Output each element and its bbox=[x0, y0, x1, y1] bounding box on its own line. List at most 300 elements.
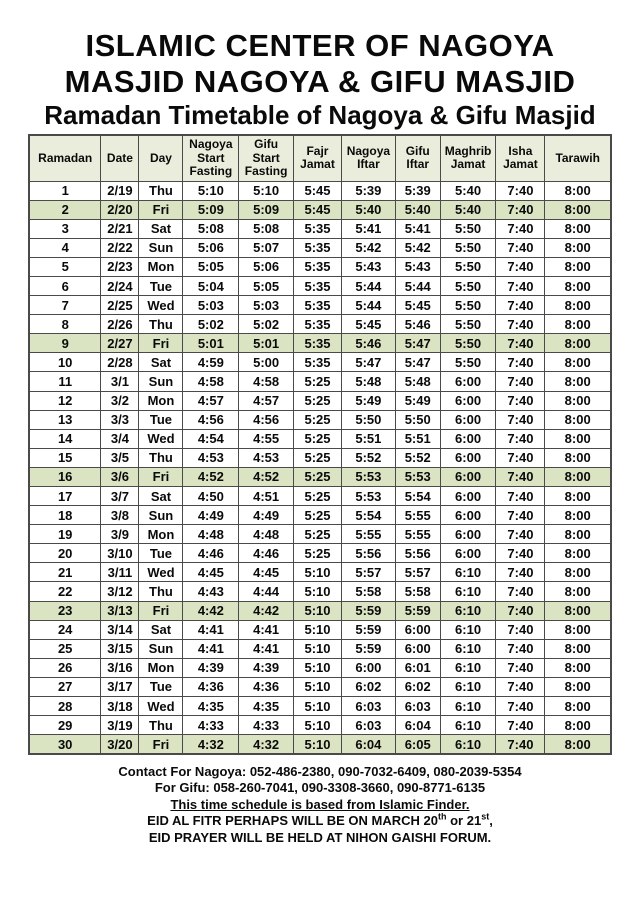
table-cell: 4:58 bbox=[183, 372, 239, 391]
table-cell: 4:36 bbox=[183, 677, 239, 696]
table-cell: 4:41 bbox=[183, 620, 239, 639]
table-cell: 3/12 bbox=[101, 582, 139, 601]
table-cell: 8:00 bbox=[545, 467, 611, 486]
table-cell: 5:59 bbox=[341, 601, 395, 620]
table-cell: 5:59 bbox=[341, 639, 395, 658]
table-cell: 7:40 bbox=[496, 296, 545, 315]
column-header: Fajr Jamat bbox=[293, 135, 341, 181]
table-cell: 14 bbox=[29, 429, 101, 448]
table-row bbox=[29, 544, 611, 563]
table-cell: 5:10 bbox=[293, 677, 341, 696]
table-cell: 6 bbox=[29, 276, 101, 295]
table-cell: 5:01 bbox=[183, 334, 239, 353]
table-cell: 2/25 bbox=[101, 296, 139, 315]
table-cell: 2/21 bbox=[101, 219, 139, 238]
table-cell: 4:52 bbox=[239, 467, 294, 486]
header-row bbox=[29, 135, 611, 181]
table-cell: Fri bbox=[139, 601, 183, 620]
table-cell: 5:10 bbox=[293, 658, 341, 677]
table-cell: 6:10 bbox=[440, 620, 496, 639]
table-row bbox=[29, 735, 611, 754]
table-cell: 5:25 bbox=[293, 467, 341, 486]
table-row bbox=[29, 353, 611, 372]
table-cell: 5:41 bbox=[341, 219, 395, 238]
table-cell: 4:41 bbox=[183, 639, 239, 658]
table-cell: 5:51 bbox=[341, 429, 395, 448]
table-cell: Wed bbox=[139, 563, 183, 582]
table-cell: 5:25 bbox=[293, 448, 341, 467]
table-cell: 5:07 bbox=[239, 238, 294, 257]
table-cell: Thu bbox=[139, 315, 183, 334]
table-cell: 8:00 bbox=[545, 506, 611, 525]
table-cell: 4:49 bbox=[183, 506, 239, 525]
table-cell: 2/24 bbox=[101, 276, 139, 295]
table-cell: 6:02 bbox=[341, 677, 395, 696]
table-cell: 2/26 bbox=[101, 315, 139, 334]
table-cell: 3/20 bbox=[101, 735, 139, 754]
table-cell: 5:09 bbox=[239, 200, 294, 219]
table-row bbox=[29, 219, 611, 238]
table-cell: Sun bbox=[139, 639, 183, 658]
table-cell: 4:39 bbox=[239, 658, 294, 677]
table-cell: 7:40 bbox=[496, 601, 545, 620]
table-cell: 2/20 bbox=[101, 200, 139, 219]
table-cell: 7:40 bbox=[496, 563, 545, 582]
table-cell: 5:02 bbox=[239, 315, 294, 334]
table-cell: 4:49 bbox=[239, 506, 294, 525]
table-cell: 3/19 bbox=[101, 716, 139, 735]
table-cell: 5:08 bbox=[239, 219, 294, 238]
table-cell: 8:00 bbox=[545, 716, 611, 735]
table-cell: 5:45 bbox=[293, 181, 341, 200]
table-cell: 15 bbox=[29, 448, 101, 467]
table-cell: 8:00 bbox=[545, 487, 611, 506]
table-cell: 5:57 bbox=[341, 563, 395, 582]
eid-date-sup-st: st bbox=[481, 811, 490, 822]
table-cell: Tue bbox=[139, 677, 183, 696]
eid-date-suffix: , bbox=[489, 813, 493, 829]
table-cell: 5:55 bbox=[395, 506, 440, 525]
table-cell: 4:32 bbox=[239, 735, 294, 754]
table-cell: 5:45 bbox=[395, 296, 440, 315]
table-cell: 5:45 bbox=[293, 200, 341, 219]
table-cell: 26 bbox=[29, 658, 101, 677]
column-header: Isha Jamat bbox=[496, 135, 545, 181]
table-cell: 4:36 bbox=[239, 677, 294, 696]
table-cell: 23 bbox=[29, 601, 101, 620]
table-row bbox=[29, 410, 611, 429]
table-cell: 4:45 bbox=[183, 563, 239, 582]
table-cell: 4:52 bbox=[183, 467, 239, 486]
table-cell: 4:53 bbox=[239, 448, 294, 467]
table-row bbox=[29, 620, 611, 639]
table-cell: Sat bbox=[139, 487, 183, 506]
table-cell: 5:35 bbox=[293, 219, 341, 238]
contact-nagoya-line: Contact For Nagoya: 052-486-2380, 090-7032-6409, 080-2039-5354 bbox=[118, 763, 522, 779]
table-cell: 5:03 bbox=[183, 296, 239, 315]
table-cell: Fri bbox=[139, 735, 183, 754]
table-cell: 5:53 bbox=[395, 467, 440, 486]
table-cell: Mon bbox=[139, 658, 183, 677]
table-cell: 16 bbox=[29, 467, 101, 486]
table-cell: 6:10 bbox=[440, 601, 496, 620]
table-cell: 8:00 bbox=[545, 582, 611, 601]
table-cell: 5:10 bbox=[293, 735, 341, 754]
table-cell: 6:01 bbox=[395, 658, 440, 677]
table-cell: Sun bbox=[139, 506, 183, 525]
table-cell: 6:10 bbox=[440, 697, 496, 716]
table-cell: 8:00 bbox=[545, 448, 611, 467]
table-cell: Sat bbox=[139, 219, 183, 238]
table-cell: 5:50 bbox=[341, 410, 395, 429]
table-cell: 5:52 bbox=[395, 448, 440, 467]
table-cell: 20 bbox=[29, 544, 101, 563]
table-cell: 4:44 bbox=[239, 582, 294, 601]
source-note-text: This time schedule is based from Islamic Finder. bbox=[170, 796, 470, 812]
table-cell: 7:40 bbox=[496, 448, 545, 467]
table-cell: 8:00 bbox=[545, 544, 611, 563]
table-cell: 5:52 bbox=[341, 448, 395, 467]
table-cell: 5:35 bbox=[293, 257, 341, 276]
table-cell: 5:46 bbox=[341, 334, 395, 353]
table-cell: 27 bbox=[29, 677, 101, 696]
table-cell: Wed bbox=[139, 296, 183, 315]
table-cell: 7:40 bbox=[496, 276, 545, 295]
table-row bbox=[29, 429, 611, 448]
table-cell: 7:40 bbox=[496, 697, 545, 716]
table-cell: 5:54 bbox=[341, 506, 395, 525]
table-row bbox=[29, 181, 611, 200]
table-cell: 5:48 bbox=[341, 372, 395, 391]
table-cell: 9 bbox=[29, 334, 101, 353]
table-cell: 5:10 bbox=[293, 563, 341, 582]
table-cell: 4:56 bbox=[183, 410, 239, 429]
table-cell: 4:33 bbox=[183, 716, 239, 735]
table-cell: Sat bbox=[139, 620, 183, 639]
table-cell: 2/28 bbox=[101, 353, 139, 372]
table-row bbox=[29, 315, 611, 334]
table-cell: 7 bbox=[29, 296, 101, 315]
table-cell: 6:10 bbox=[440, 658, 496, 677]
table-row bbox=[29, 467, 611, 486]
table-cell: 4:35 bbox=[183, 697, 239, 716]
table-cell: 3/13 bbox=[101, 601, 139, 620]
table-cell: 21 bbox=[29, 563, 101, 582]
table-cell: 5:55 bbox=[341, 525, 395, 544]
table-cell: 5:46 bbox=[395, 315, 440, 334]
column-header: Date bbox=[101, 135, 139, 181]
table-cell: 3/9 bbox=[101, 525, 139, 544]
table-cell: 4:48 bbox=[183, 525, 239, 544]
table-cell: 5:25 bbox=[293, 544, 341, 563]
column-header: Ramadan bbox=[29, 135, 101, 181]
table-cell: 6:10 bbox=[440, 677, 496, 696]
table-cell: 5:01 bbox=[239, 334, 294, 353]
timetable-body bbox=[29, 181, 611, 754]
table-cell: 7:40 bbox=[496, 639, 545, 658]
table-cell: 8:00 bbox=[545, 620, 611, 639]
table-cell: 8:00 bbox=[545, 372, 611, 391]
table-cell: 7:40 bbox=[496, 219, 545, 238]
table-cell: 5:06 bbox=[183, 238, 239, 257]
table-cell: 3/17 bbox=[101, 677, 139, 696]
table-cell: 4:32 bbox=[183, 735, 239, 754]
column-header: Maghrib Jamat bbox=[440, 135, 496, 181]
table-cell: 5:40 bbox=[395, 200, 440, 219]
table-cell: 2/27 bbox=[101, 334, 139, 353]
table-cell: 6:00 bbox=[440, 467, 496, 486]
table-cell: 5:50 bbox=[440, 238, 496, 257]
table-cell: 7:40 bbox=[496, 257, 545, 276]
table-cell: 5:54 bbox=[395, 487, 440, 506]
table-row bbox=[29, 200, 611, 219]
table-cell: Thu bbox=[139, 582, 183, 601]
table-cell: 5:59 bbox=[395, 601, 440, 620]
table-cell: 8:00 bbox=[545, 601, 611, 620]
table-cell: 7:40 bbox=[496, 582, 545, 601]
table-row bbox=[29, 372, 611, 391]
table-cell: 5:10 bbox=[183, 181, 239, 200]
table-cell: 6:00 bbox=[395, 639, 440, 658]
table-cell: 8:00 bbox=[545, 276, 611, 295]
table-cell: 4:35 bbox=[239, 697, 294, 716]
table-cell: 5:40 bbox=[440, 200, 496, 219]
table-cell: 5:50 bbox=[440, 296, 496, 315]
table-cell: 5:25 bbox=[293, 410, 341, 429]
table-cell: 6:10 bbox=[440, 563, 496, 582]
table-cell: 8:00 bbox=[545, 697, 611, 716]
timetable-subtitle: Ramadan Timetable of Nagoya & Gifu Masjid bbox=[44, 100, 596, 130]
table-cell: 10 bbox=[29, 353, 101, 372]
table-cell: 7:40 bbox=[496, 334, 545, 353]
column-header: Nagoya Start Fasting bbox=[183, 135, 239, 181]
table-cell: 5:57 bbox=[395, 563, 440, 582]
table-cell: 6:00 bbox=[395, 620, 440, 639]
table-cell: 3/2 bbox=[101, 391, 139, 410]
table-cell: 8:00 bbox=[545, 525, 611, 544]
table-cell: 3/15 bbox=[101, 639, 139, 658]
table-cell: 5:35 bbox=[293, 315, 341, 334]
table-cell: 5:47 bbox=[341, 353, 395, 372]
table-cell: 5:41 bbox=[395, 219, 440, 238]
table-cell: 4:57 bbox=[239, 391, 294, 410]
table-cell: Wed bbox=[139, 429, 183, 448]
table-cell: 6:00 bbox=[440, 525, 496, 544]
table-cell: 5:05 bbox=[183, 257, 239, 276]
table-cell: 5:53 bbox=[341, 487, 395, 506]
table-cell: 4:42 bbox=[183, 601, 239, 620]
table-row bbox=[29, 716, 611, 735]
table-row bbox=[29, 257, 611, 276]
table-cell: 6:04 bbox=[341, 735, 395, 754]
table-cell: 5:10 bbox=[293, 716, 341, 735]
table-row bbox=[29, 296, 611, 315]
table-cell: 3/5 bbox=[101, 448, 139, 467]
eid-date-note-line bbox=[0, 813, 640, 830]
table-cell: 6:00 bbox=[440, 448, 496, 467]
table-cell: 6:03 bbox=[341, 716, 395, 735]
table-cell: 7:40 bbox=[496, 677, 545, 696]
table-cell: 8:00 bbox=[545, 200, 611, 219]
table-cell: 8:00 bbox=[545, 735, 611, 754]
table-cell: 2/22 bbox=[101, 238, 139, 257]
table-cell: Tue bbox=[139, 276, 183, 295]
table-cell: 5:35 bbox=[293, 296, 341, 315]
table-cell: 5:48 bbox=[395, 372, 440, 391]
table-row bbox=[29, 582, 611, 601]
table-row bbox=[29, 639, 611, 658]
table-row bbox=[29, 448, 611, 467]
table-cell: 6:10 bbox=[440, 735, 496, 754]
table-cell: 8:00 bbox=[545, 677, 611, 696]
table-cell: 4:55 bbox=[239, 429, 294, 448]
table-cell: 8:00 bbox=[545, 219, 611, 238]
table-cell: 7:40 bbox=[496, 315, 545, 334]
eid-date-prefix: EID AL FITR PERHAPS WILL BE ON MARCH 20 bbox=[147, 813, 438, 829]
column-header: Tarawih bbox=[545, 135, 611, 181]
table-cell: 7:40 bbox=[496, 391, 545, 410]
table-cell: 3/18 bbox=[101, 697, 139, 716]
table-cell: 5:44 bbox=[341, 296, 395, 315]
column-header: Gifu Start Fasting bbox=[239, 135, 294, 181]
table-cell: 5:25 bbox=[293, 429, 341, 448]
table-cell: 4:53 bbox=[183, 448, 239, 467]
table-cell: 2/23 bbox=[101, 257, 139, 276]
table-cell: 6:00 bbox=[440, 429, 496, 448]
table-cell: 5:59 bbox=[341, 620, 395, 639]
table-cell: 7:40 bbox=[496, 735, 545, 754]
table-cell: 3/6 bbox=[101, 467, 139, 486]
table-cell: 6:05 bbox=[395, 735, 440, 754]
table-cell: 3/4 bbox=[101, 429, 139, 448]
table-cell: 4:46 bbox=[183, 544, 239, 563]
table-cell: 5:56 bbox=[341, 544, 395, 563]
column-header: Gifu Iftar bbox=[395, 135, 440, 181]
table-cell: 5:44 bbox=[341, 276, 395, 295]
table-cell: 6:00 bbox=[440, 544, 496, 563]
table-cell: 5:10 bbox=[293, 639, 341, 658]
table-cell: Sun bbox=[139, 372, 183, 391]
table-cell: 3/1 bbox=[101, 372, 139, 391]
table-cell: 3/8 bbox=[101, 506, 139, 525]
eid-location-note-line: EID PRAYER WILL BE HELD AT NIHON GAISHI FORUM. bbox=[148, 829, 492, 845]
table-cell: 5:03 bbox=[239, 296, 294, 315]
table-cell: 5:43 bbox=[341, 257, 395, 276]
table-cell: 5:08 bbox=[183, 219, 239, 238]
table-cell: 5:02 bbox=[183, 315, 239, 334]
table-cell: 6:02 bbox=[395, 677, 440, 696]
table-cell: Fri bbox=[139, 467, 183, 486]
table-cell: 8:00 bbox=[545, 296, 611, 315]
table-cell: 17 bbox=[29, 487, 101, 506]
table-cell: 2 bbox=[29, 200, 101, 219]
table-row bbox=[29, 697, 611, 716]
table-cell: 4:39 bbox=[183, 658, 239, 677]
table-cell: 5:42 bbox=[341, 238, 395, 257]
table-cell: 4:54 bbox=[183, 429, 239, 448]
org-title-line2: MASJID NAGOYA & GIFU MASJID bbox=[64, 64, 576, 99]
table-cell: 5:35 bbox=[293, 353, 341, 372]
table-cell: 7:40 bbox=[496, 658, 545, 677]
table-cell: 7:40 bbox=[496, 544, 545, 563]
table-cell: 12 bbox=[29, 391, 101, 410]
table-cell: 4:51 bbox=[239, 487, 294, 506]
table-cell: Mon bbox=[139, 257, 183, 276]
table-cell: Mon bbox=[139, 525, 183, 544]
table-row bbox=[29, 238, 611, 257]
table-cell: Thu bbox=[139, 716, 183, 735]
table-cell: 11 bbox=[29, 372, 101, 391]
table-cell: 5:44 bbox=[395, 276, 440, 295]
table-cell: 3 bbox=[29, 219, 101, 238]
eid-date-mid: or 21 bbox=[446, 813, 482, 829]
table-cell: 8:00 bbox=[545, 391, 611, 410]
table-cell: 7:40 bbox=[496, 506, 545, 525]
eid-date-sup-th: th bbox=[438, 811, 447, 822]
table-cell: Mon bbox=[139, 391, 183, 410]
table-cell: Sun bbox=[139, 238, 183, 257]
table-cell: 29 bbox=[29, 716, 101, 735]
table-cell: 7:40 bbox=[496, 467, 545, 486]
table-row bbox=[29, 334, 611, 353]
table-cell: 5:47 bbox=[395, 334, 440, 353]
table-cell: 4:45 bbox=[239, 563, 294, 582]
table-cell: 6:03 bbox=[341, 697, 395, 716]
table-cell: 5:25 bbox=[293, 372, 341, 391]
table-cell: 13 bbox=[29, 410, 101, 429]
table-cell: 25 bbox=[29, 639, 101, 658]
table-cell: 4 bbox=[29, 238, 101, 257]
table-cell: 5:00 bbox=[239, 353, 294, 372]
table-cell: 8:00 bbox=[545, 410, 611, 429]
table-cell: 5:39 bbox=[341, 181, 395, 200]
table-cell: Tue bbox=[139, 410, 183, 429]
table-cell: 7:40 bbox=[496, 238, 545, 257]
table-cell: Fri bbox=[139, 200, 183, 219]
contact-gifu-line: For Gifu: 058-260-7041, 090-3308-3660, 090-8771-6135 bbox=[154, 780, 486, 796]
table-cell: 5:50 bbox=[440, 257, 496, 276]
table-cell: 5:50 bbox=[440, 276, 496, 295]
table-cell: 5:10 bbox=[293, 582, 341, 601]
table-cell: 5 bbox=[29, 257, 101, 276]
table-cell: 5:58 bbox=[341, 582, 395, 601]
table-cell: Thu bbox=[139, 181, 183, 200]
table-cell: 7:40 bbox=[496, 200, 545, 219]
table-cell: 4:58 bbox=[239, 372, 294, 391]
table-cell: 8:00 bbox=[545, 353, 611, 372]
table-cell: Tue bbox=[139, 544, 183, 563]
table-cell: 5:10 bbox=[293, 620, 341, 639]
table-row bbox=[29, 677, 611, 696]
table-cell: 5:35 bbox=[293, 238, 341, 257]
table-cell: 5:55 bbox=[395, 525, 440, 544]
table-cell: 6:00 bbox=[440, 506, 496, 525]
table-cell: 5:40 bbox=[341, 200, 395, 219]
table-cell: 8:00 bbox=[545, 181, 611, 200]
table-cell: 5:58 bbox=[395, 582, 440, 601]
table-cell: 6:00 bbox=[440, 372, 496, 391]
table-cell: 4:42 bbox=[239, 601, 294, 620]
table-row bbox=[29, 391, 611, 410]
table-cell: 3/14 bbox=[101, 620, 139, 639]
table-cell: 5:05 bbox=[239, 276, 294, 295]
table-cell: 4:41 bbox=[239, 620, 294, 639]
table-row bbox=[29, 276, 611, 295]
table-row bbox=[29, 487, 611, 506]
table-cell: 5:10 bbox=[239, 181, 294, 200]
table-cell: 6:00 bbox=[341, 658, 395, 677]
table-cell: Fri bbox=[139, 334, 183, 353]
